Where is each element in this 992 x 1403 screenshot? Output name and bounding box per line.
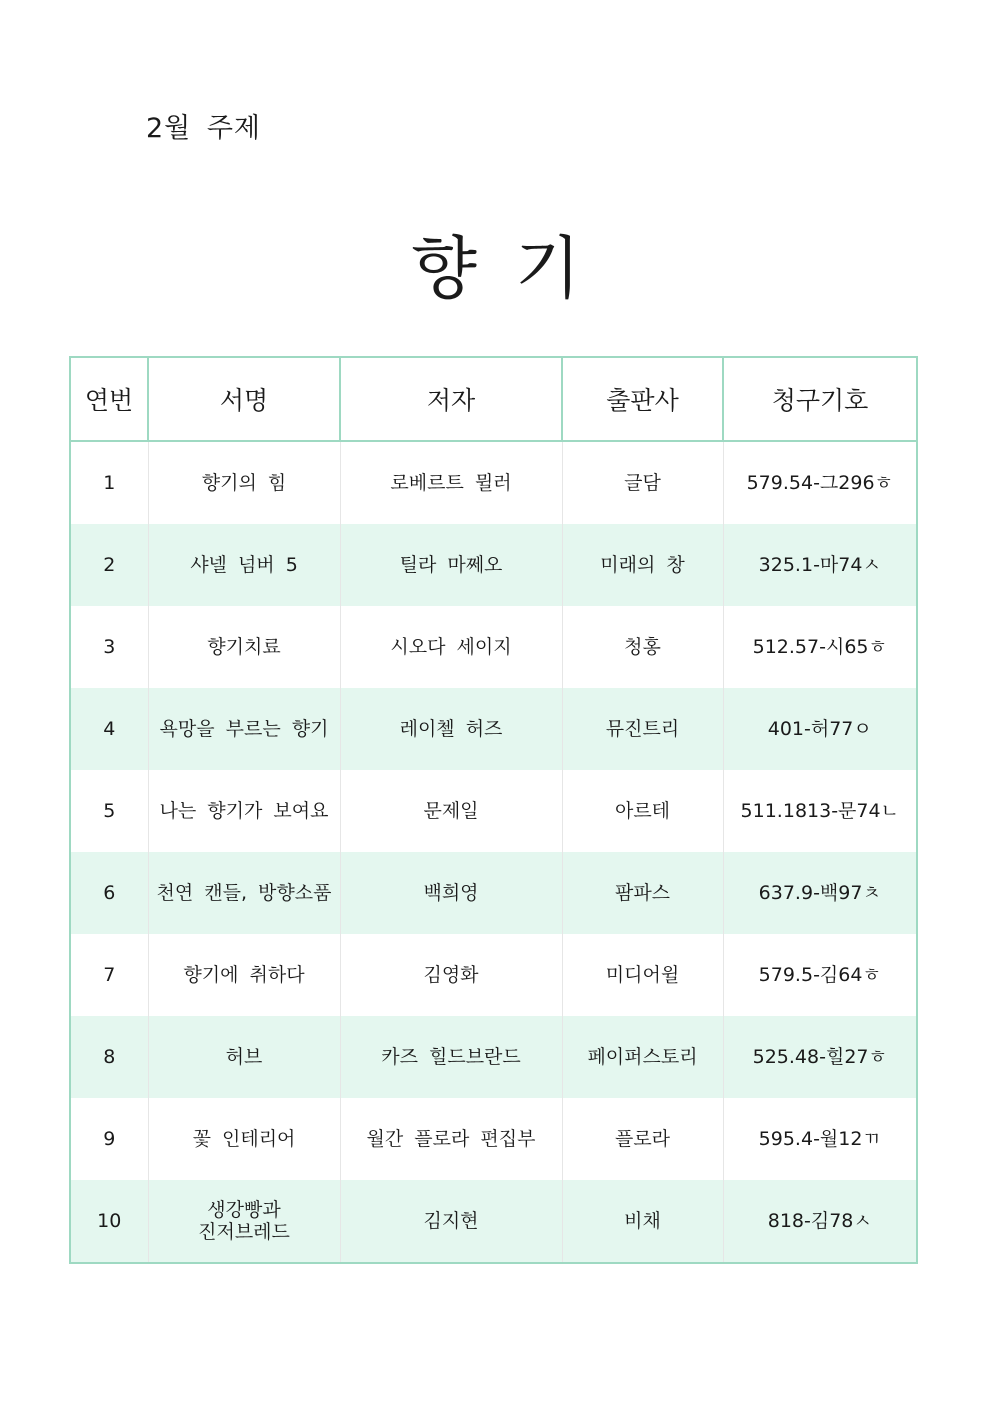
table-row — [70, 1180, 917, 1263]
cell-number: 6 — [70, 852, 148, 934]
column-header-number: 연번 — [70, 357, 148, 441]
table-row — [70, 1098, 917, 1180]
cell-number: 7 — [70, 934, 148, 1016]
cell-author: 시오다 세이지 — [340, 606, 562, 688]
cell-call-number: 512.57-시65ㅎ — [723, 606, 917, 688]
cell-title: 나는 향기가 보여요 — [148, 770, 340, 852]
table-row — [70, 1016, 917, 1098]
cell-call-number: 525.48-힐27ㅎ — [723, 1016, 917, 1098]
cell-title: 향기에 취하다 — [148, 934, 340, 1016]
cell-number: 3 — [70, 606, 148, 688]
cell-number: 2 — [70, 524, 148, 606]
cell-publisher: 아르테 — [562, 770, 723, 852]
cell-title: 향기의 힘 — [148, 441, 340, 524]
cell-publisher: 뮤진트리 — [562, 688, 723, 770]
cell-number: 10 — [70, 1180, 148, 1263]
cell-call-number: 637.9-백97ㅊ — [723, 852, 917, 934]
cell-author: 틸라 마쩨오 — [340, 524, 562, 606]
cell-title: 향기치료 — [148, 606, 340, 688]
cell-call-number: 595.4-월12ㄲ — [723, 1098, 917, 1180]
cell-author: 김지현 — [340, 1180, 562, 1263]
header-row — [70, 357, 917, 441]
cell-title: 생강빵과 진저브레드 — [148, 1180, 340, 1263]
cell-publisher: 비채 — [562, 1180, 723, 1263]
cell-call-number: 579.5-김64ㅎ — [723, 934, 917, 1016]
cell-author: 백희영 — [340, 852, 562, 934]
column-header-publisher: 출판사 — [562, 357, 723, 441]
cell-author: 카즈 힐드브란드 — [340, 1016, 562, 1098]
table-row — [70, 441, 917, 524]
cell-number: 1 — [70, 441, 148, 524]
cell-publisher: 미래의 창 — [562, 524, 723, 606]
book-list-table — [69, 356, 918, 1264]
cell-author: 월간 플로라 편집부 — [340, 1098, 562, 1180]
column-header-author: 저자 — [340, 357, 562, 441]
cell-title: 천연 캔들, 방향소품 — [148, 852, 340, 934]
column-header-title: 서명 — [148, 357, 340, 441]
table-header — [70, 357, 917, 441]
cell-publisher: 청홍 — [562, 606, 723, 688]
cell-author: 김영화 — [340, 934, 562, 1016]
cell-call-number: 818-김78ㅅ — [723, 1180, 917, 1263]
cell-publisher: 팜파스 — [562, 852, 723, 934]
table-row — [70, 606, 917, 688]
cell-call-number: 511.1813-문74ㄴ — [723, 770, 917, 852]
cell-publisher: 글담 — [562, 441, 723, 524]
table-row — [70, 852, 917, 934]
cell-call-number: 325.1-마74ㅅ — [723, 524, 917, 606]
cell-title: 욕망을 부르는 향기 — [148, 688, 340, 770]
cell-call-number: 579.54-그296ㅎ — [723, 441, 917, 524]
cell-title: 샤넬 넘버 5 — [148, 524, 340, 606]
cell-number: 9 — [70, 1098, 148, 1180]
cell-title: 허브 — [148, 1016, 340, 1098]
table-row — [70, 688, 917, 770]
cell-publisher: 페이퍼스토리 — [562, 1016, 723, 1098]
table-row — [70, 934, 917, 1016]
cell-number: 4 — [70, 688, 148, 770]
page-subtitle: 2월 주제 — [146, 113, 262, 144]
cell-author: 레이첼 허즈 — [340, 688, 562, 770]
cell-number: 8 — [70, 1016, 148, 1098]
cell-title: 꽃 인테리어 — [148, 1098, 340, 1180]
cell-author: 문제일 — [340, 770, 562, 852]
cell-publisher: 플로라 — [562, 1098, 723, 1180]
table-row — [70, 524, 917, 606]
column-header-call-number: 청구기호 — [723, 357, 917, 441]
cell-number: 5 — [70, 770, 148, 852]
table-body — [70, 441, 917, 1263]
cell-publisher: 미디어윌 — [562, 934, 723, 1016]
page-title: 향기 — [411, 230, 619, 309]
cell-call-number: 401-허77ㅇ — [723, 688, 917, 770]
table-row — [70, 770, 917, 852]
cell-author: 로베르트 뮐러 — [340, 441, 562, 524]
